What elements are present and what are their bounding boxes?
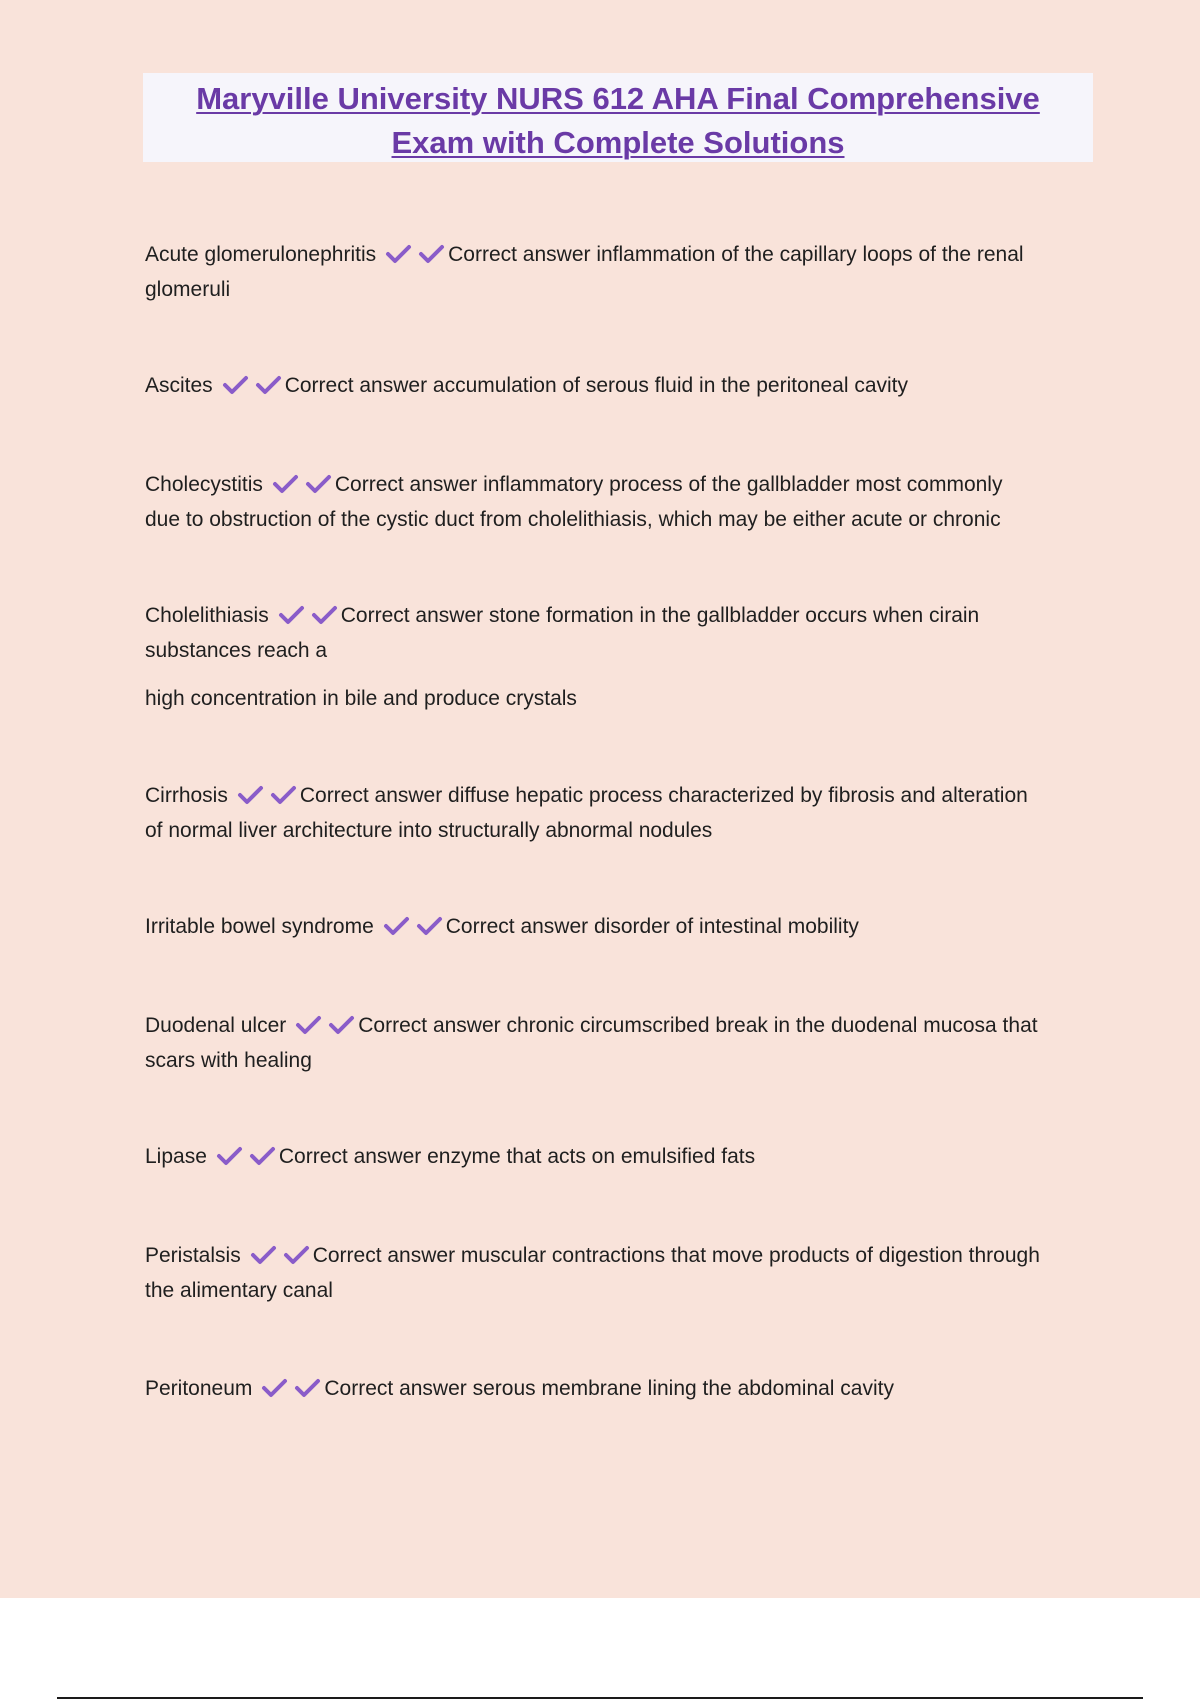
list-item-lipase — [145, 1141, 1095, 1176]
check-icon — [328, 1015, 355, 1035]
answer-text: Correct answer inflammation of the capillary loops of the renal — [448, 243, 1024, 266]
check-icon — [418, 244, 445, 264]
term: Duodenal ulcer — [145, 1014, 287, 1037]
check-icon — [294, 1378, 321, 1398]
answer-text-continued: glomeruli — [145, 278, 231, 301]
answer-text: Correct answer accumulation of serous fluid in the peritoneal cavity — [284, 374, 908, 397]
term: Ascites — [145, 374, 213, 397]
check-icons — [250, 1243, 310, 1275]
answer-text: Correct answer disorder of intestinal mobility — [445, 915, 859, 938]
list-item-cholelithiasis — [145, 600, 1095, 715]
list-item-duodenal-ulcer — [145, 1010, 1095, 1077]
answer-text: Correct answer diffuse hepatic process characterized by fibrosis and alteration — [299, 784, 1028, 807]
check-icon — [416, 916, 443, 936]
list-item-peritoneum — [145, 1373, 1095, 1408]
check-icon — [249, 1146, 276, 1166]
answer-text-continued: due to obstruction of the cystic duct from cholelithiasis, which may be either acute or chronic — [145, 508, 1001, 531]
check-icons — [272, 472, 332, 504]
term: Cholecystitis — [145, 473, 263, 496]
term: Irritable bowel syndrome — [145, 915, 374, 938]
term: Peritoneum — [145, 1377, 253, 1400]
answer-text-continued: high concentration in bile and produce crystals — [145, 687, 577, 710]
answer-text: Correct answer muscular contractions that move products of digestion through — [312, 1244, 1040, 1267]
answer-text-continued: the alimentary canal — [145, 1279, 333, 1302]
check-icon — [222, 375, 249, 395]
list-item-cholecystitis — [145, 469, 1095, 536]
page-title-line-2: Exam with Complete Solutions — [391, 125, 845, 160]
list-item-acute-glomerulonephritis — [145, 239, 1095, 306]
check-icons — [383, 914, 443, 946]
check-icon — [255, 375, 282, 395]
footer-divider — [57, 1697, 1143, 1699]
term: Acute glomerulonephritis — [145, 243, 377, 266]
answer-text: Correct answer enzyme that acts on emulsified fats — [278, 1145, 756, 1168]
check-icon — [295, 1015, 322, 1035]
check-icons — [237, 783, 297, 815]
check-icon — [283, 1245, 310, 1265]
check-icon — [278, 605, 305, 625]
check-icon — [385, 244, 412, 264]
check-icon — [250, 1245, 277, 1265]
answer-text-continued: of normal liver architecture into structurally abnormal nodules — [145, 819, 713, 842]
check-icons — [278, 603, 338, 635]
answer-text: Correct answer stone formation in the gallbladder occurs when cirain — [340, 604, 980, 627]
list-item-cirrhosis — [145, 780, 1095, 847]
page-title-line-1: Maryville University NURS 612 AHA Final Comprehensive — [196, 81, 1040, 116]
term: Cirrhosis — [145, 784, 228, 807]
list-item-irritable-bowel-syndrome — [145, 911, 1095, 946]
term: Cholelithiasis — [145, 604, 269, 627]
answer-text: Correct answer inflammatory process of the gallbladder most commonly — [334, 473, 1003, 496]
check-icon — [383, 916, 410, 936]
answer-text: Correct answer chronic circumscribed break in the duodenal mucosa that — [358, 1014, 1038, 1037]
check-icons — [261, 1376, 321, 1408]
check-icon — [237, 785, 264, 805]
answer-text-continued: scars with healing — [145, 1049, 312, 1072]
check-icons — [222, 373, 282, 405]
check-icon — [305, 474, 332, 494]
check-icon — [261, 1378, 288, 1398]
check-icon — [272, 474, 299, 494]
check-icons — [216, 1144, 276, 1176]
answer-text: Correct answer serous membrane lining the abdominal cavity — [324, 1377, 894, 1400]
answer-text-continued: substances reach a — [145, 639, 328, 662]
check-icons — [385, 242, 445, 274]
list-item-ascites — [145, 370, 1095, 405]
term: Lipase — [145, 1145, 207, 1168]
title-banner — [143, 73, 1093, 162]
check-icon — [311, 605, 338, 625]
term: Peristalsis — [145, 1244, 241, 1267]
check-icon — [270, 785, 297, 805]
list-item-peristalsis — [145, 1240, 1095, 1307]
check-icon — [216, 1146, 243, 1166]
check-icons — [295, 1013, 355, 1045]
